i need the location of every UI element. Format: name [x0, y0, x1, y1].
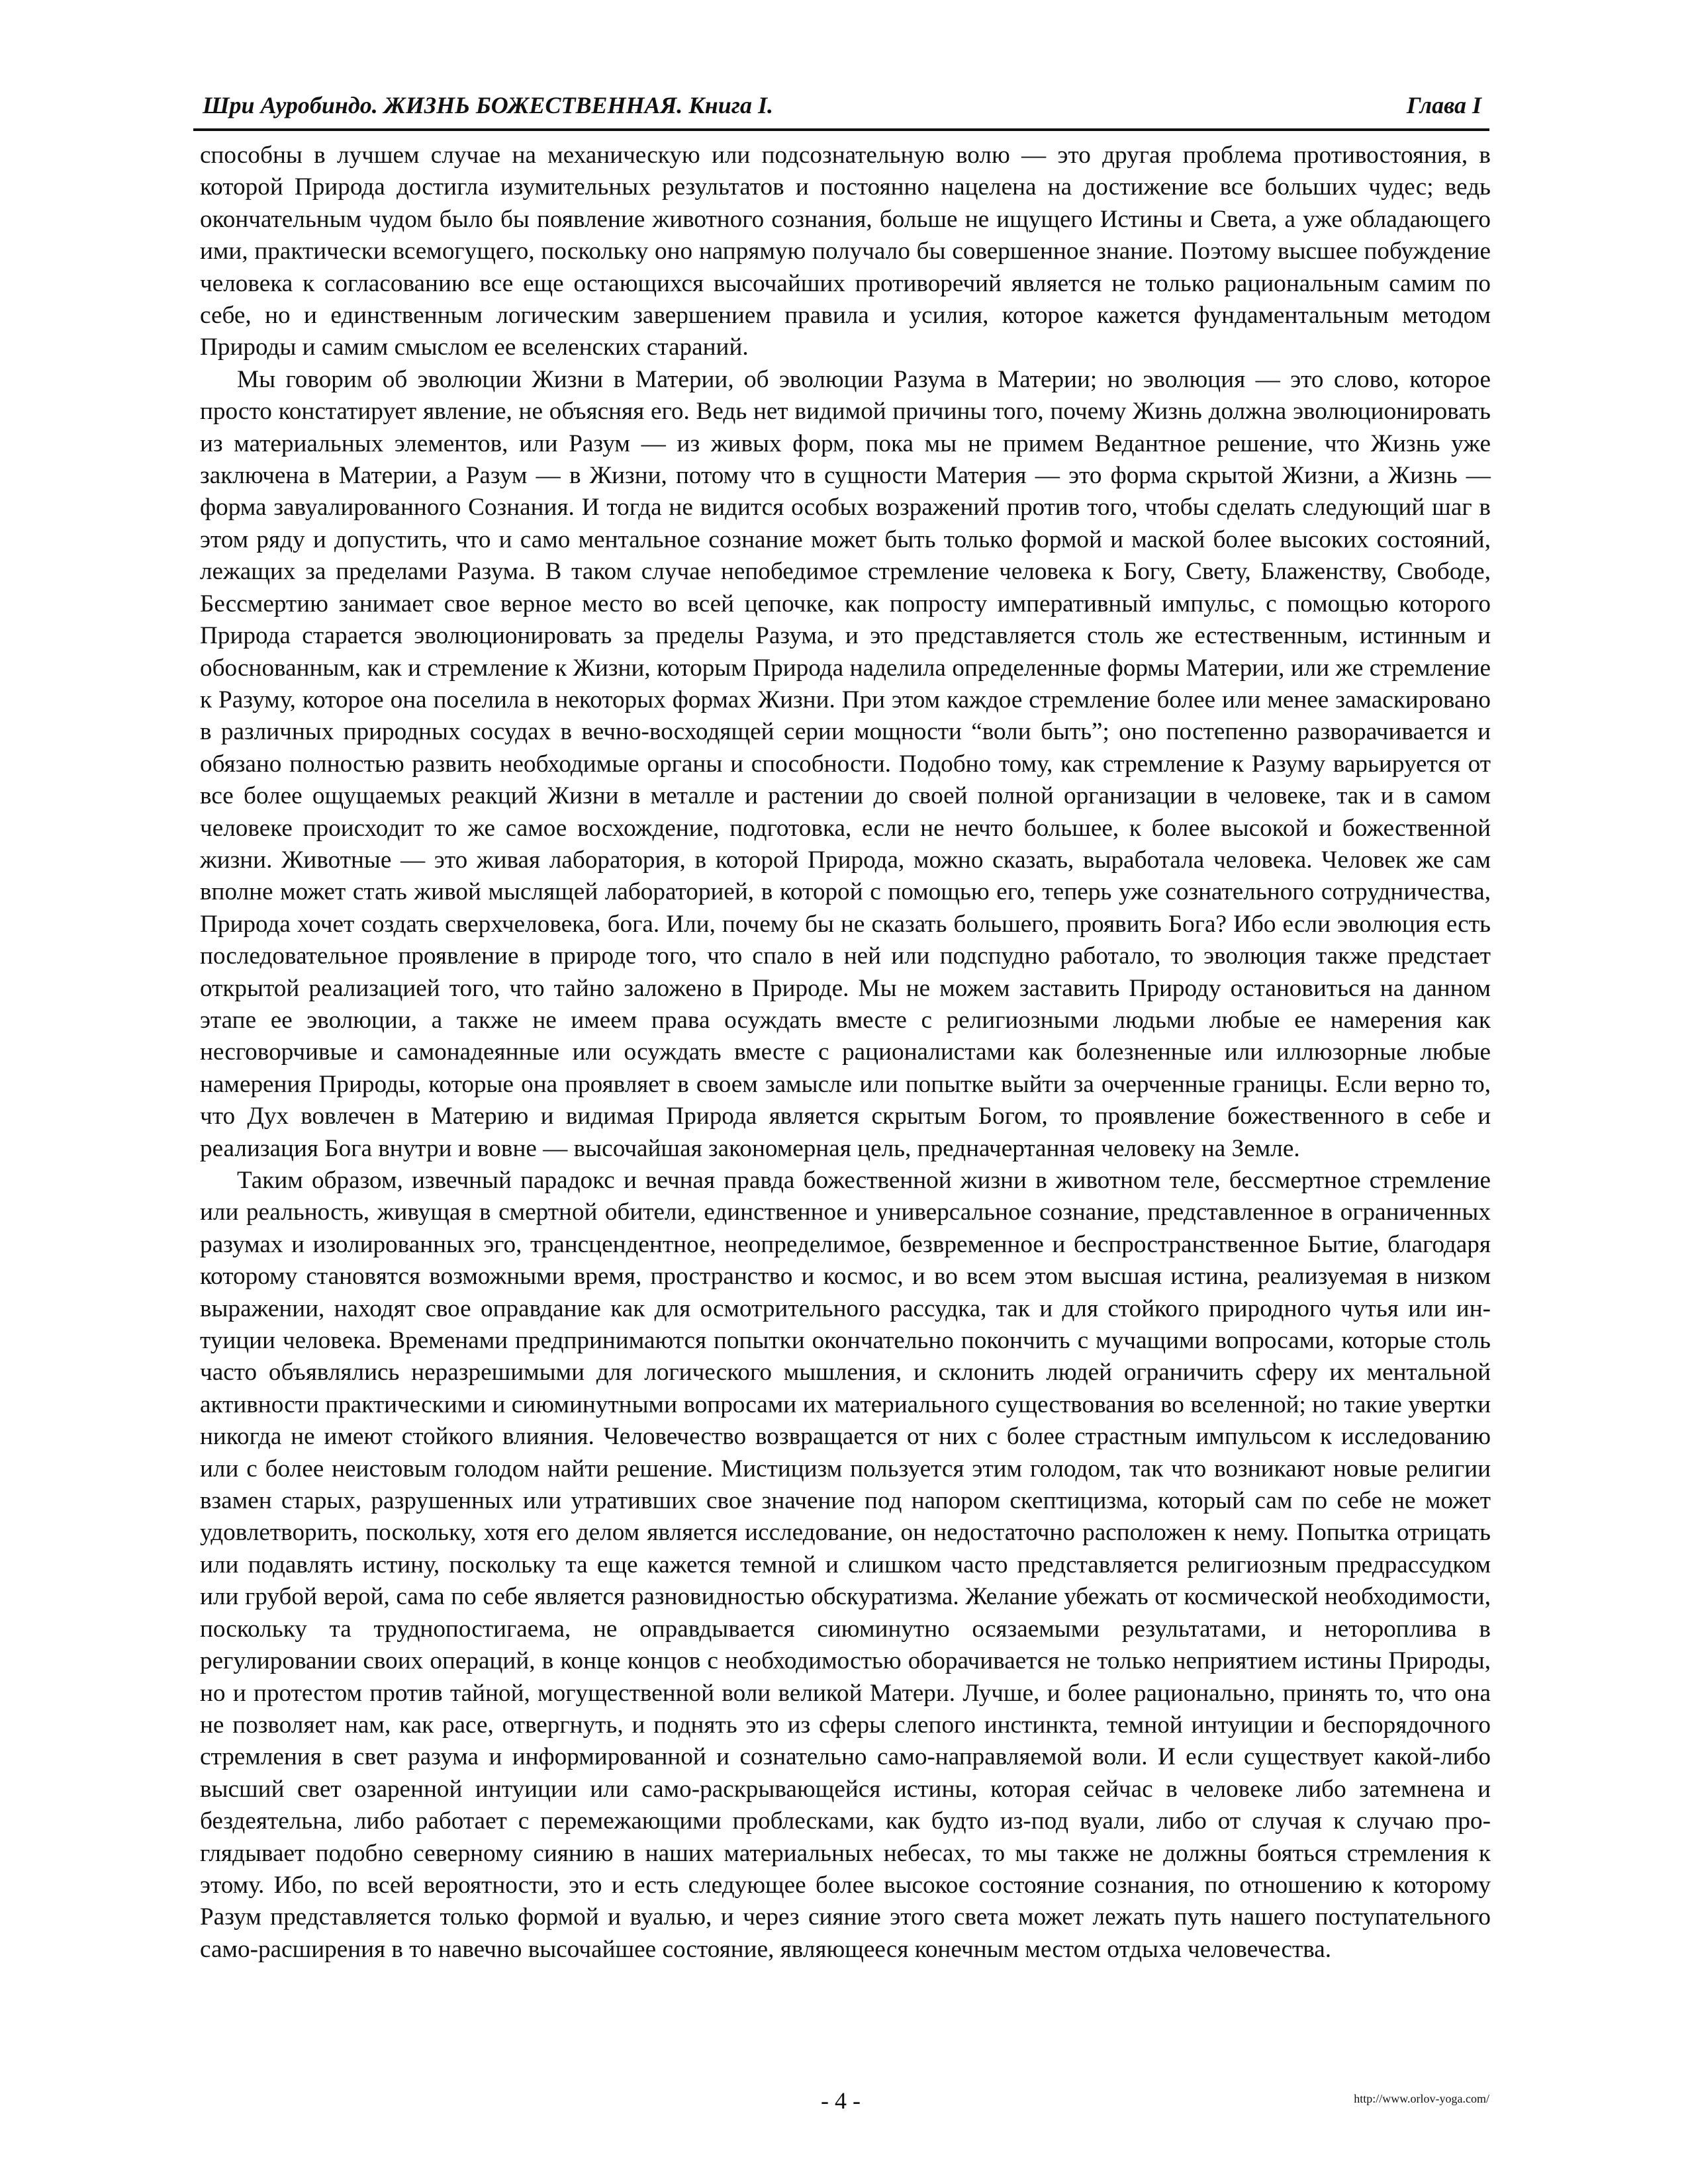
running-header [193, 86, 1489, 124]
page-number: - 4 - [821, 2087, 861, 2114]
paragraph-evolution: Мы говорим об эволюции Жизни в Материи, об эволюции Разума в Материи; но эволюция — это слово, которое просто констатирует явление, не объясняя его. Ведь нет видимой причины того, почему Жизнь должна эволюционировать из материальных элементов, или Разум — из живых форм, пока мы не примем Ведантное решение, что Жизнь уже заключена в Материи, а Разум — в Жизни, потому что в сущности Материя — это форма скрытой Жизни, а Жизнь — форма завуалированного Сознания. И тогда не видится особых возражений против того, чтобы сделать следующий шаг в этом ряду и допустить, что и само ментальное сознание может быть только формой и маской более высоких состояний, лежащих за пределами Разума. В таком случае непобедимое стремление человека к Богу, Свету, Блаженству, Свободе, Бессмертию занимает свое верное место во всей цепочке, как попросту императивный импульс, с помощью которого Природа старается эволюционировать за пределы Разума, и это представляется столь же естественным, истинным и обоснованным, как и стремление к Жизни, которым Природа наделила определенные формы Материи, или же стремление к Разуму, которое она поселила в некоторых формах Жизни. При этом каждое стремление более или менее замаскировано в различных природных сосудах в вечно-восходящей серии мощности “воли быть”; оно постепенно разворачивается и обязано полностью развить необходимые органы и способности. Подобно тому, как стремление к Разуму варьируется от все более ощущаемых реакций Жизни в металле и растении до своей полной организации в человеке, так и в самом человеке происходит то же самое восхождение, подготовка, если не нечто большее, к более высокой и божественной жизни. Животные — это живая лаборатория, в которой Природа, можно сказать, выработала человека. Человек же сам вполне может стать живой мыслящей лабораторией, в которой с помощью его, теперь уже сознательного сотрудничества, Природа хочет создать сверхчеловека, бога. Или, почему бы не сказать большего, проявить Бога? Ибо если эволюция есть последовательное проявление в природе того, что спало в ней или подспудно работало, то эволюция также предстает открытой реализацией того, что тайно заложено в Природе. Мы не можем заставить Природу остановиться на данном этапе ее эволюции, а также не имеем права осуждать вместе с религиозными людьми любые ее намерения как несговорчивые и самонадеянные или осуждать вместе с рационалистами как болезненные или иллюзорные любые намерения Природы, которые она проявляет в своем замысле или попытке выйти за очерченные границы. Если верно то, что Дух вовлечен в Материю и видимая Природа является скрытым Богом, то проявление божественного в себе и реализация Бога внутри и вовне — высочайшая закономерная цель, предначертанная человеку на Земле. [200, 365, 1491, 1162]
footer-url[interactable]: http://www.orlov-yoga.com/ [1354, 2092, 1489, 2105]
body-text [200, 140, 1491, 1966]
paragraph-paradox: Таким образом, извечный парадокс и вечная правда божественной жизни в животном теле, бессмертное стремление или реальность, живущая в смертной обители, единственное и универсальное сознание, представленное в ограниченных разумах и изолированных эго, трансцендентное, неопределимое, безвременное и беспространственное Бытие, благодаря которому становятся возможными время, пространство и космос, и во всем этом высшая истина, реализуемая в низком выражении, находят свое оправдание как для осмотрительного рассудка, так и для стойкого природного чутья или интуиции человека. Временами предпринимаются попытки окончательно покончить с мучащими вопросами, которые столь часто объявлялись неразрешимыми для логического мышления, и склонить людей ограничить сферу их ментальной активности практическими и сиюминутными вопросами их материального существования во вселенной; но такие увертки никогда не имеют стойкого влияния. Человечество возвращается от них с более страстным импульсом к исследованию или с более неистовым голодом найти решение. Мистицизм пользуется этим голодом, так что возникают новые религии взамен старых, разрушенных или утративших свое значение под напором скептицизма, который сам по себе не может удовлетворить, поскольку, хотя его делом является исследование, он недостаточно расположен к нему. Попытка отрицать или подавлять истину, поскольку та еще кажется темной и слишком часто представляется религиозным предрассудком или грубой верой, сама по себе является разновидностью обскуратизма. Желание убежать от космической необходимости, поскольку та труднопостигаема, не оправдывается сиюминутно осязаемыми результатами, и нетороплива в регулировании своих операций, в конце концов с необходимостью оборачивается не только неприятием истины Природы, но и протестом против тайной, могущественной воли великой Матери. Лучше, и более рационально, принять то, что она не позволяет нам, как расе, отвергнуть, и поднять это из сферы слепого инстинкта, темной интуиции и беспорядочного стремления в свет разума и информированной и сознательно само-направляемой воли. И если существует какой-либо высший свет озаренной интуиции или само-раскрывающейся истины, которая сейчас в человеке либо затемнена и бездеятельна, либо работает с перемежающими проблесками, как будто из-под вуали, либо от случая к случаю проглядывает подобно северному сиянию в наших материальных небесах, то мы также не должны бояться стремления к этому. Ибо, по всей вероятности, это и есть следующее более высокое состояние сознания, по отношению к которому Разум представляется только формой и вуалью, и через сияние этого света может лежать путь нашего поступательного само-расширения в то навечно высочайшее состояние, являющееся конечным местом отдыха человечества. [200, 1167, 1491, 1963]
header-chapter: Глава I [1406, 92, 1481, 118]
header-book-title: Шри Ауробиндо. ЖИЗНЬ БОЖЕСТВЕННАЯ. Книга I. [203, 92, 774, 118]
paragraph-continued: способны в лучшем случае на механическую или подсознательную волю — это другая проблема противостояния, в которой Природа достигла изумительных результатов и постоянно нацелена на достижение все больших чудес; ведь окончательным чудом было бы появление животного сознания, больше не ищущего Истины и Света, а уже обладающего ими, практически всемогущего, поскольку оно напрямую получало бы совершенное знание. Поэтому высшее побуждение человека к согласованию все еще остающихся высочайших противоречий является не только рациональным самим по себе, но и единственным логическим завершением правила и усилия, которое кажется фундаментальным методом Природы и самим смыслом ее вселенских стараний. [200, 142, 1491, 361]
header-rule [193, 128, 1489, 131]
